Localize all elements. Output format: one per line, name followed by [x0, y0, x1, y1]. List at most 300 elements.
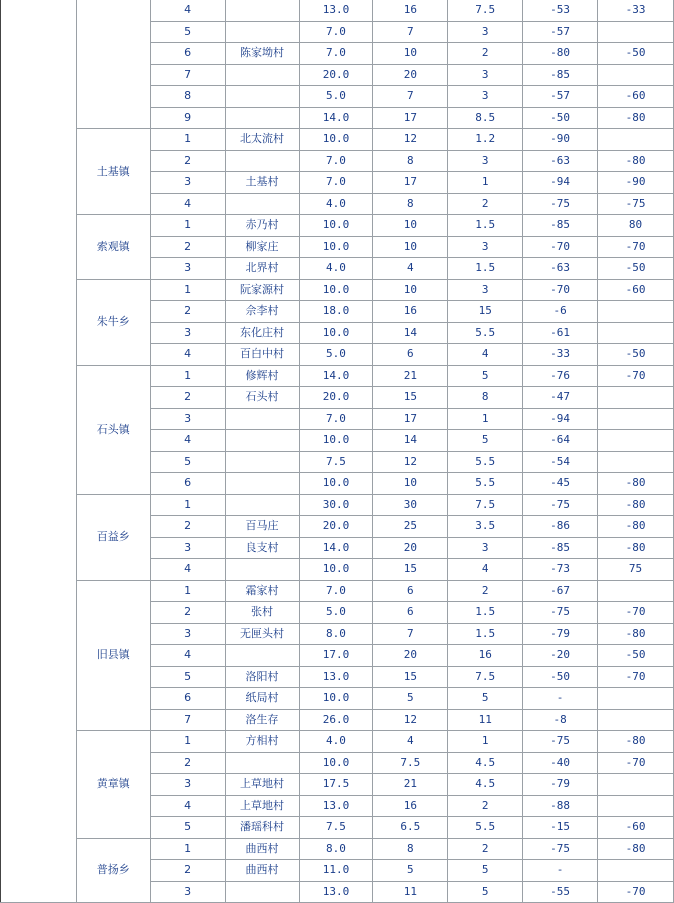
- village-name-cell: [225, 64, 299, 86]
- value-b-cell: 6: [373, 344, 448, 366]
- table-row: [1, 731, 674, 753]
- row-number-cell: 9: [150, 107, 225, 129]
- value-c-cell: 15: [448, 301, 523, 323]
- value-a-cell: 17.0: [299, 645, 373, 667]
- value-b-cell: 17: [373, 107, 448, 129]
- value-d-cell: -76: [523, 365, 598, 387]
- value-b-cell: 4: [373, 731, 448, 753]
- village-name-cell: 百白中村: [225, 344, 299, 366]
- village-name-cell: 曲西村: [225, 860, 299, 882]
- value-a-cell: 4.0: [299, 193, 373, 215]
- village-name-cell: 曲西村: [225, 838, 299, 860]
- value-d-cell: -80: [523, 43, 598, 65]
- value-b-cell: 15: [373, 559, 448, 581]
- value-a-cell: 20.0: [299, 64, 373, 86]
- village-name-cell: [225, 559, 299, 581]
- village-name-cell: [225, 107, 299, 129]
- value-e-cell: [598, 301, 674, 323]
- value-a-cell: 26.0: [299, 709, 373, 731]
- value-d-cell: -20: [523, 645, 598, 667]
- row-number-cell: 3: [150, 774, 225, 796]
- value-e-cell: [598, 795, 674, 817]
- value-a-cell: 14.0: [299, 537, 373, 559]
- value-a-cell: 7.0: [299, 408, 373, 430]
- value-a-cell: 10.0: [299, 279, 373, 301]
- village-name-cell: [225, 0, 299, 21]
- value-a-cell: 18.0: [299, 301, 373, 323]
- value-b-cell: 12: [373, 451, 448, 473]
- value-e-cell: [598, 709, 674, 731]
- value-e-cell: 75: [598, 559, 674, 581]
- value-e-cell: -60: [598, 279, 674, 301]
- value-d-cell: -57: [523, 86, 598, 108]
- row-number-cell: 2: [150, 516, 225, 538]
- village-name-cell: [225, 881, 299, 903]
- town-name-cell: 黄章镇: [76, 731, 150, 839]
- value-a-cell: 13.0: [299, 795, 373, 817]
- value-c-cell: 5.5: [448, 473, 523, 495]
- value-e-cell: -75: [598, 193, 674, 215]
- value-d-cell: -63: [523, 258, 598, 280]
- value-d-cell: -79: [523, 623, 598, 645]
- village-name-cell: 阮家源村: [225, 279, 299, 301]
- village-name-cell: [225, 150, 299, 172]
- value-b-cell: 20: [373, 64, 448, 86]
- row-number-cell: 1: [150, 580, 225, 602]
- value-c-cell: 5.5: [448, 322, 523, 344]
- value-e-cell: -70: [598, 666, 674, 688]
- village-name-cell: [225, 21, 299, 43]
- row-number-cell: 7: [150, 64, 225, 86]
- village-name-cell: 上草地村: [225, 795, 299, 817]
- value-e-cell: -60: [598, 817, 674, 839]
- value-c-cell: 16: [448, 645, 523, 667]
- value-b-cell: 5: [373, 688, 448, 710]
- village-name-cell: 东化庄村: [225, 322, 299, 344]
- value-a-cell: 13.0: [299, 666, 373, 688]
- town-name-cell: 普扬乡: [76, 838, 150, 903]
- value-b-cell: 16: [373, 795, 448, 817]
- value-c-cell: 3: [448, 21, 523, 43]
- value-a-cell: 7.0: [299, 43, 373, 65]
- row-number-cell: 2: [150, 860, 225, 882]
- value-b-cell: 20: [373, 645, 448, 667]
- village-name-cell: [225, 430, 299, 452]
- value-b-cell: 7: [373, 86, 448, 108]
- value-a-cell: 10.0: [299, 752, 373, 774]
- value-c-cell: 1: [448, 172, 523, 194]
- value-a-cell: 8.0: [299, 838, 373, 860]
- value-d-cell: -64: [523, 430, 598, 452]
- row-number-cell: 4: [150, 430, 225, 452]
- table-row: [1, 365, 674, 387]
- value-e-cell: [598, 322, 674, 344]
- value-a-cell: 20.0: [299, 387, 373, 409]
- value-b-cell: 15: [373, 387, 448, 409]
- value-e-cell: [598, 387, 674, 409]
- value-d-cell: -79: [523, 774, 598, 796]
- value-e-cell: -70: [598, 365, 674, 387]
- row-number-cell: 4: [150, 344, 225, 366]
- town-name-cell: [76, 0, 150, 129]
- value-c-cell: 1.5: [448, 215, 523, 237]
- row-number-cell: 5: [150, 666, 225, 688]
- row-number-cell: 3: [150, 172, 225, 194]
- value-a-cell: 14.0: [299, 107, 373, 129]
- row-number-cell: 3: [150, 881, 225, 903]
- value-e-cell: [598, 430, 674, 452]
- town-name-cell: 旧县镇: [76, 580, 150, 731]
- value-d-cell: -75: [523, 494, 598, 516]
- value-e-cell: -33: [598, 0, 674, 21]
- left-margin-cell: [1, 0, 77, 903]
- value-e-cell: [598, 451, 674, 473]
- value-c-cell: 8.5: [448, 107, 523, 129]
- value-d-cell: -40: [523, 752, 598, 774]
- value-e-cell: -90: [598, 172, 674, 194]
- value-b-cell: 12: [373, 709, 448, 731]
- value-e-cell: -70: [598, 236, 674, 258]
- row-number-cell: 1: [150, 838, 225, 860]
- value-e-cell: -50: [598, 344, 674, 366]
- value-b-cell: 12: [373, 129, 448, 151]
- value-b-cell: 6: [373, 602, 448, 624]
- village-name-cell: 佘李村: [225, 301, 299, 323]
- village-name-cell: [225, 645, 299, 667]
- value-c-cell: 2: [448, 193, 523, 215]
- value-d-cell: -33: [523, 344, 598, 366]
- row-number-cell: 6: [150, 43, 225, 65]
- value-d-cell: -45: [523, 473, 598, 495]
- value-b-cell: 21: [373, 365, 448, 387]
- table-row: [1, 129, 674, 151]
- value-b-cell: 17: [373, 172, 448, 194]
- town-name-cell: 索观镇: [76, 215, 150, 280]
- village-name-cell: 百马庄: [225, 516, 299, 538]
- value-e-cell: -70: [598, 881, 674, 903]
- value-a-cell: 10.0: [299, 236, 373, 258]
- value-a-cell: 17.5: [299, 774, 373, 796]
- village-name-cell: [225, 473, 299, 495]
- value-b-cell: 20: [373, 537, 448, 559]
- row-number-cell: 5: [150, 451, 225, 473]
- value-d-cell: -94: [523, 172, 598, 194]
- value-a-cell: 10.0: [299, 688, 373, 710]
- table-row: [1, 838, 674, 860]
- value-b-cell: 14: [373, 430, 448, 452]
- value-e-cell: -70: [598, 602, 674, 624]
- row-number-cell: 4: [150, 559, 225, 581]
- value-b-cell: 16: [373, 0, 448, 21]
- value-c-cell: 3.5: [448, 516, 523, 538]
- table-row: [1, 0, 674, 21]
- value-a-cell: 4.0: [299, 731, 373, 753]
- value-a-cell: 10.0: [299, 322, 373, 344]
- row-number-cell: 4: [150, 0, 225, 21]
- table-row: [1, 580, 674, 602]
- value-d-cell: -50: [523, 666, 598, 688]
- value-c-cell: 1.2: [448, 129, 523, 151]
- value-c-cell: 3: [448, 86, 523, 108]
- value-b-cell: 10: [373, 215, 448, 237]
- value-e-cell: -80: [598, 150, 674, 172]
- value-c-cell: 1: [448, 408, 523, 430]
- value-a-cell: 10.0: [299, 215, 373, 237]
- value-b-cell: 10: [373, 236, 448, 258]
- value-d-cell: -8: [523, 709, 598, 731]
- value-a-cell: 10.0: [299, 129, 373, 151]
- village-name-cell: [225, 86, 299, 108]
- value-d-cell: -15: [523, 817, 598, 839]
- value-c-cell: 1.5: [448, 602, 523, 624]
- table-row: [1, 494, 674, 516]
- value-c-cell: 3: [448, 236, 523, 258]
- value-c-cell: 4: [448, 559, 523, 581]
- value-b-cell: 7.5: [373, 752, 448, 774]
- row-number-cell: 3: [150, 537, 225, 559]
- value-e-cell: -50: [598, 645, 674, 667]
- row-number-cell: 2: [150, 752, 225, 774]
- value-c-cell: 3: [448, 279, 523, 301]
- value-b-cell: 17: [373, 408, 448, 430]
- value-b-cell: 10: [373, 473, 448, 495]
- village-name-cell: 洛阳村: [225, 666, 299, 688]
- village-name-cell: 赤乃村: [225, 215, 299, 237]
- village-name-cell: 修辉村: [225, 365, 299, 387]
- row-number-cell: 2: [150, 602, 225, 624]
- row-number-cell: 3: [150, 322, 225, 344]
- value-d-cell: -: [523, 860, 598, 882]
- value-c-cell: 5.5: [448, 451, 523, 473]
- value-d-cell: -63: [523, 150, 598, 172]
- value-c-cell: 2: [448, 795, 523, 817]
- value-a-cell: 5.0: [299, 602, 373, 624]
- value-b-cell: 10: [373, 279, 448, 301]
- village-name-cell: 纸局村: [225, 688, 299, 710]
- value-c-cell: 2: [448, 580, 523, 602]
- value-c-cell: 3: [448, 150, 523, 172]
- village-name-cell: 石头村: [225, 387, 299, 409]
- value-e-cell: [598, 64, 674, 86]
- row-number-cell: 1: [150, 494, 225, 516]
- value-c-cell: 5: [448, 365, 523, 387]
- value-d-cell: -75: [523, 193, 598, 215]
- value-d-cell: -70: [523, 279, 598, 301]
- village-name-cell: 柳家庄: [225, 236, 299, 258]
- value-d-cell: -57: [523, 21, 598, 43]
- value-a-cell: 20.0: [299, 516, 373, 538]
- value-b-cell: 15: [373, 666, 448, 688]
- value-e-cell: [598, 408, 674, 430]
- value-b-cell: 30: [373, 494, 448, 516]
- value-b-cell: 8: [373, 150, 448, 172]
- value-e-cell: -50: [598, 43, 674, 65]
- value-a-cell: 14.0: [299, 365, 373, 387]
- row-number-cell: 2: [150, 150, 225, 172]
- value-a-cell: 7.0: [299, 21, 373, 43]
- value-d-cell: -47: [523, 387, 598, 409]
- row-number-cell: 2: [150, 236, 225, 258]
- value-c-cell: 3: [448, 537, 523, 559]
- row-number-cell: 4: [150, 193, 225, 215]
- value-a-cell: 5.0: [299, 86, 373, 108]
- village-name-cell: 张村: [225, 602, 299, 624]
- village-name-cell: 潘瑶科村: [225, 817, 299, 839]
- row-number-cell: 3: [150, 623, 225, 645]
- village-name-cell: 北太流村: [225, 129, 299, 151]
- value-e-cell: -80: [598, 731, 674, 753]
- value-b-cell: 6: [373, 580, 448, 602]
- value-d-cell: -6: [523, 301, 598, 323]
- value-e-cell: [598, 129, 674, 151]
- value-a-cell: 7.0: [299, 172, 373, 194]
- value-a-cell: 13.0: [299, 0, 373, 21]
- village-name-cell: 无匣头村: [225, 623, 299, 645]
- value-e-cell: -60: [598, 86, 674, 108]
- value-b-cell: 10: [373, 43, 448, 65]
- village-name-cell: 洛生存: [225, 709, 299, 731]
- value-b-cell: 16: [373, 301, 448, 323]
- village-name-cell: 霜家村: [225, 580, 299, 602]
- value-d-cell: -85: [523, 64, 598, 86]
- value-e-cell: -80: [598, 107, 674, 129]
- village-name-cell: [225, 408, 299, 430]
- value-c-cell: 7.5: [448, 494, 523, 516]
- row-number-cell: 1: [150, 129, 225, 151]
- value-e-cell: [598, 774, 674, 796]
- value-d-cell: -86: [523, 516, 598, 538]
- value-c-cell: 2: [448, 43, 523, 65]
- value-e-cell: -80: [598, 537, 674, 559]
- value-e-cell: -80: [598, 494, 674, 516]
- value-b-cell: 8: [373, 193, 448, 215]
- village-name-cell: 陈家坳村: [225, 43, 299, 65]
- row-number-cell: 4: [150, 795, 225, 817]
- value-d-cell: -75: [523, 602, 598, 624]
- value-c-cell: 7.5: [448, 0, 523, 21]
- value-c-cell: 11: [448, 709, 523, 731]
- row-number-cell: 5: [150, 817, 225, 839]
- value-c-cell: 5: [448, 430, 523, 452]
- value-d-cell: -55: [523, 881, 598, 903]
- value-c-cell: 2: [448, 838, 523, 860]
- value-b-cell: 7: [373, 623, 448, 645]
- value-b-cell: 11: [373, 881, 448, 903]
- value-d-cell: -67: [523, 580, 598, 602]
- value-a-cell: 7.0: [299, 150, 373, 172]
- village-name-cell: [225, 451, 299, 473]
- value-b-cell: 21: [373, 774, 448, 796]
- row-number-cell: 7: [150, 709, 225, 731]
- village-name-cell: 土基村: [225, 172, 299, 194]
- value-a-cell: 5.0: [299, 344, 373, 366]
- value-b-cell: 7: [373, 21, 448, 43]
- value-d-cell: -73: [523, 559, 598, 581]
- value-a-cell: 4.0: [299, 258, 373, 280]
- value-e-cell: -50: [598, 258, 674, 280]
- village-name-cell: 良支村: [225, 537, 299, 559]
- value-a-cell: 13.0: [299, 881, 373, 903]
- value-c-cell: 8: [448, 387, 523, 409]
- value-c-cell: 5.5: [448, 817, 523, 839]
- value-d-cell: -88: [523, 795, 598, 817]
- value-c-cell: 3: [448, 64, 523, 86]
- value-c-cell: 5: [448, 860, 523, 882]
- village-name-cell: 北界村: [225, 258, 299, 280]
- row-number-cell: 1: [150, 215, 225, 237]
- value-a-cell: 30.0: [299, 494, 373, 516]
- value-e-cell: [598, 860, 674, 882]
- value-c-cell: 5: [448, 688, 523, 710]
- row-number-cell: 8: [150, 86, 225, 108]
- table-row: [1, 215, 674, 237]
- value-c-cell: 4.5: [448, 752, 523, 774]
- value-c-cell: 4.5: [448, 774, 523, 796]
- value-d-cell: -50: [523, 107, 598, 129]
- value-e-cell: -80: [598, 473, 674, 495]
- value-e-cell: [598, 580, 674, 602]
- value-a-cell: 11.0: [299, 860, 373, 882]
- row-number-cell: 5: [150, 21, 225, 43]
- row-number-cell: 1: [150, 731, 225, 753]
- value-b-cell: 8: [373, 838, 448, 860]
- value-a-cell: 8.0: [299, 623, 373, 645]
- value-c-cell: 1.5: [448, 258, 523, 280]
- value-d-cell: -54: [523, 451, 598, 473]
- value-c-cell: 4: [448, 344, 523, 366]
- value-d-cell: -75: [523, 731, 598, 753]
- row-number-cell: 4: [150, 645, 225, 667]
- village-name-cell: [225, 193, 299, 215]
- value-a-cell: 10.0: [299, 430, 373, 452]
- value-c-cell: 7.5: [448, 666, 523, 688]
- row-number-cell: 3: [150, 258, 225, 280]
- value-e-cell: [598, 21, 674, 43]
- value-e-cell: 80: [598, 215, 674, 237]
- value-c-cell: 1: [448, 731, 523, 753]
- value-a-cell: 10.0: [299, 559, 373, 581]
- value-b-cell: 14: [373, 322, 448, 344]
- value-b-cell: 4: [373, 258, 448, 280]
- row-number-cell: 2: [150, 387, 225, 409]
- value-a-cell: 7.0: [299, 580, 373, 602]
- value-a-cell: 7.5: [299, 817, 373, 839]
- value-b-cell: 25: [373, 516, 448, 538]
- town-name-cell: 朱牛乡: [76, 279, 150, 365]
- value-d-cell: -61: [523, 322, 598, 344]
- row-number-cell: 2: [150, 301, 225, 323]
- value-d-cell: -53: [523, 0, 598, 21]
- row-number-cell: 1: [150, 365, 225, 387]
- town-name-cell: 百益乡: [76, 494, 150, 580]
- value-d-cell: -85: [523, 215, 598, 237]
- value-e-cell: -80: [598, 838, 674, 860]
- value-e-cell: -70: [598, 752, 674, 774]
- value-c-cell: 5: [448, 881, 523, 903]
- table-row: [1, 279, 674, 301]
- value-d-cell: -70: [523, 236, 598, 258]
- table-body: [1, 0, 674, 903]
- value-c-cell: 1.5: [448, 623, 523, 645]
- value-e-cell: -80: [598, 623, 674, 645]
- value-b-cell: 6.5: [373, 817, 448, 839]
- value-a-cell: 7.5: [299, 451, 373, 473]
- row-number-cell: 6: [150, 688, 225, 710]
- value-d-cell: -94: [523, 408, 598, 430]
- village-name-cell: 上草地村: [225, 774, 299, 796]
- village-name-cell: 方相村: [225, 731, 299, 753]
- value-d-cell: -75: [523, 838, 598, 860]
